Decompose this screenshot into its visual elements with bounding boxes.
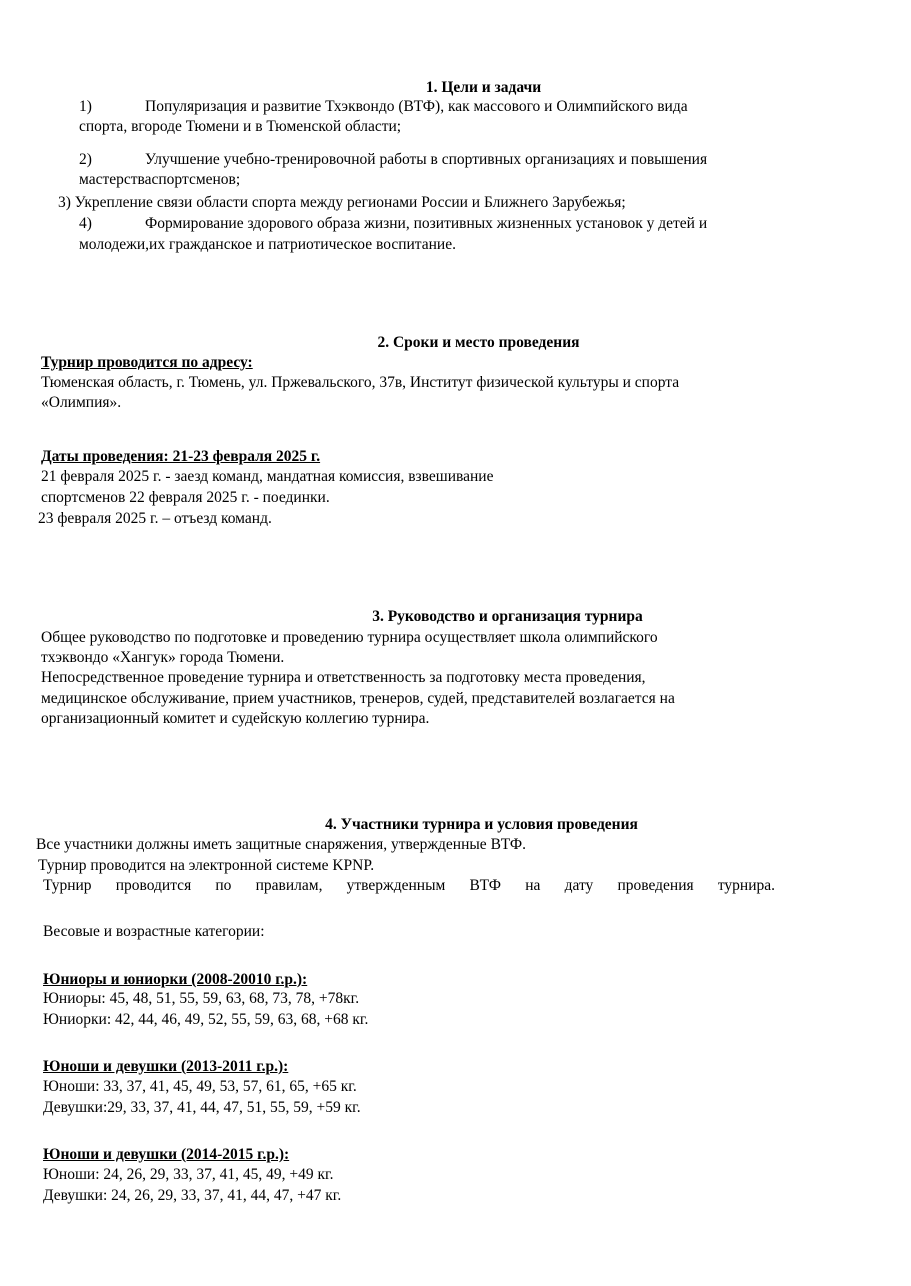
date-line-3: 23 февраля 2025 г. – отъезд команд. [38, 510, 272, 527]
goal-item-1-line1 [79, 97, 688, 117]
group-juniors-label: Юниоры и юниорки (2008-20010 г.р.): [43, 971, 308, 988]
dates-label: Даты проведения: 21-23 февраля 2025 г. [41, 448, 321, 465]
organization-line-3: Непосредственное проведение турнира и ответственность за подготовку места проведения, [41, 669, 646, 686]
organization-line-4: медицинское обслуживание, прием участников, тренеров, судей, представителей возлагается на [41, 690, 675, 707]
organization-line-5: организационный комитет и судейскую коллегию турнира. [41, 710, 430, 727]
section-1-heading: 1. Цели и задачи [425, 79, 542, 96]
group-children-girls: Девушки: 24, 26, 29, 33, 37, 41, 44, 47, +47 кг. [43, 1187, 342, 1204]
goal-item-1-line2: спорта, вгороде Тюмени и в Тюменской области; [79, 118, 402, 135]
address-line-2: «Олимпия». [41, 394, 122, 411]
address-label: Турнир проводится по адресу: [41, 354, 253, 371]
group-children-label: Юноши и девушки (2014-2015 г.р.): [43, 1146, 290, 1163]
goal-item-4-line1 [79, 214, 707, 234]
goal-item-2-line2: мастерстваспортсменов; [79, 171, 241, 188]
group-children-boys: Юноши: 24, 26, 29, 33, 37, 41, 45, 49, +49 кг. [43, 1166, 334, 1183]
section-4-heading: 4. Участники турнира и условия проведения [325, 816, 638, 833]
date-line-2: спортсменов 22 февраля 2025 г. - поединки. [41, 489, 330, 506]
address-line-1: Тюменская область, г. Тюмень, ул. Пржевальского, 37в, Институт физической культуры и спорта [41, 374, 680, 391]
group-cadets-girls: Девушки:29, 33, 37, 41, 44, 47, 51, 55, 59, +59 кг. [43, 1099, 361, 1116]
categories-intro: Весовые и возрастные категории: [43, 923, 265, 940]
goal-item-2-number: 2) [79, 151, 92, 168]
group-cadets-boys: Юноши: 33, 37, 41, 45, 49, 53, 57, 61, 65, +65 кг. [43, 1078, 357, 1095]
goal-item-2-line1 [79, 150, 707, 170]
goal-item-4-text: Формирование здорового образа жизни, позитивных жизненных установок у детей и [145, 215, 708, 232]
goal-item-3: 3) Укрепление связи области спорта между регионами России и Ближнего Зарубежья; [58, 194, 626, 211]
goal-item-4-line2: молодежи,их гражданское и патриотическое воспитание. [79, 236, 456, 253]
group-cadets-label: Юноши и девушки (2013-2011 г.р.): [43, 1058, 289, 1075]
goal-item-1-text: Популяризация и развитие Тхэквондо (ВТФ), как массового и Олимпийского вида [145, 98, 688, 115]
participants-line-3: Турнир проводится по правилам, утвержденным ВТФ на дату проведения турнира. [43, 877, 775, 894]
section-3-heading: 3. Руководство и организация турнира [372, 608, 643, 625]
group-juniors-girls: Юниорки: 42, 44, 46, 49, 52, 55, 59, 63, 68, +68 кг. [43, 1011, 369, 1028]
organization-line-2: тхэквондо «Хангук» города Тюмени. [41, 649, 285, 666]
goal-item-2-text: Улучшение учебно-тренировочной работы в спортивных организациях и повышения [145, 151, 708, 168]
participants-line-1: Все участники должны иметь защитные снаряжения, утвержденные ВТФ. [36, 836, 526, 853]
goal-item-4-number: 4) [79, 215, 92, 232]
section-2-heading: 2. Сроки и место проведения [377, 334, 580, 351]
organization-line-1: Общее руководство по подготовке и проведению турнира осуществляет школа олимпийского [41, 629, 658, 646]
date-line-1: 21 февраля 2025 г. - заезд команд, мандатная комиссия, взвешивание [41, 468, 494, 485]
participants-line-2: Турнир проводится на электронной системе KPNP. [38, 857, 375, 874]
group-juniors-boys: Юниоры: 45, 48, 51, 55, 59, 63, 68, 73, 78, +78кг. [43, 990, 360, 1007]
goal-item-1-number: 1) [79, 98, 92, 115]
